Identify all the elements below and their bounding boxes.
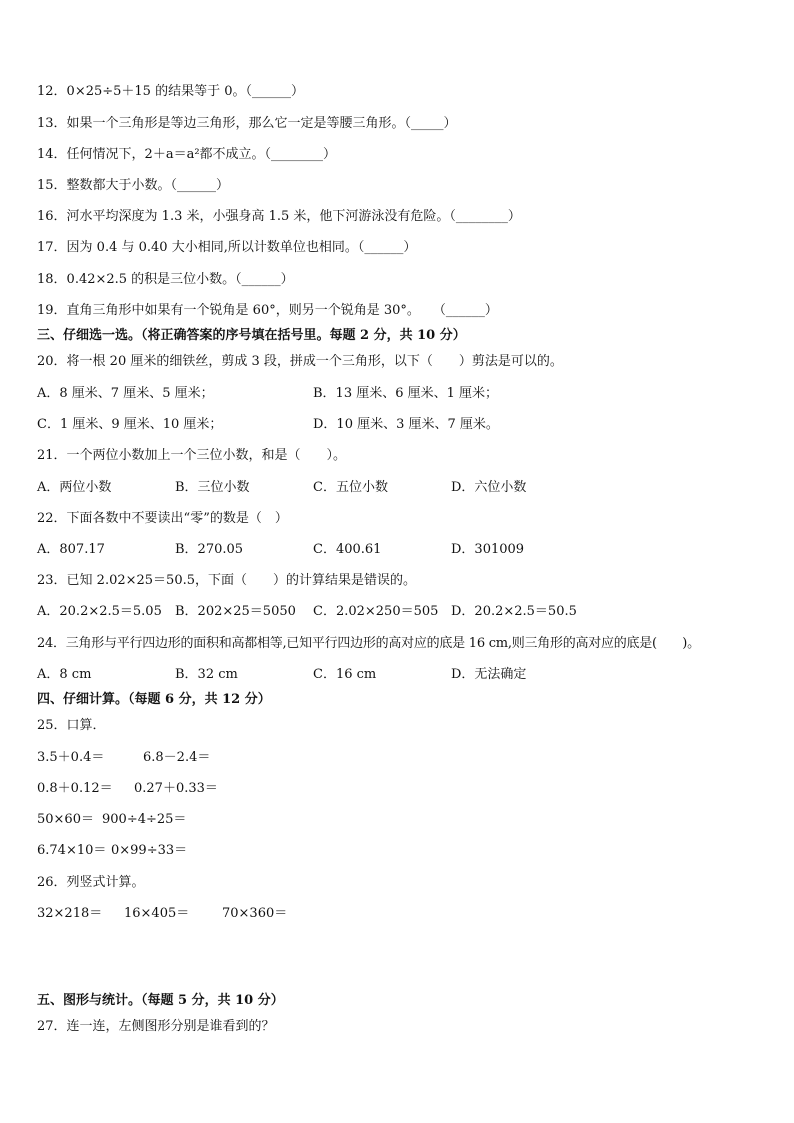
question-22-option-c: C．400.61 [313,542,382,557]
vertical-calc-item: 16×405＝ [124,906,190,921]
question-19: 19．直角三角形中如果有一个锐角是 60°，则另一个锐角是 30°。 （______） [37,303,498,318]
question-23-stem: 23．已知 2.02×25＝50.5，下面（ ）的计算结果是错误的。 [37,573,416,588]
question-23-option-a: A．20.2×2.5＝5.05 [37,604,162,619]
question-14: 14．任何情况下，2＋a＝a²都不成立。（________） [37,147,337,162]
question-24-stem: 24．三角形与平行四边形的面积和高都相等,已知平行四边形的高对应的底是 16 cm,则三角形的高对应的底是( )。 [37,636,700,651]
question-23-option-c: C．2.02×250＝505 [313,604,439,619]
question-24-option-a: A．8 cm [37,667,92,682]
question-12: 12．0×25÷5＋15 的结果等于 0。（______） [37,84,304,99]
question-20-option-c: C．1 厘米、9 厘米、10 厘米； [37,417,223,432]
question-22-stem: 22．下面各数中不要读出“零”的数是（ ） [37,511,288,526]
oral-calc-item: 6.74×10＝ [37,843,107,858]
question-17: 17．因为 0.4 与 0.40 大小相同,所以计数单位也相同。（______） [37,240,417,255]
section-3-heading: 三、仔细选一选。（将正确答案的序号填在括号里。每题 2 分，共 10 分） [37,328,466,343]
section-5-heading: 五、图形与统计。（每题 5 分，共 10 分） [37,993,284,1008]
oral-calc-item: 0.8＋0.12＝ [37,781,113,796]
question-21-option-a: A．两位小数 [37,480,112,495]
question-22-option-a: A．807.17 [37,542,105,557]
question-20-option-a: A．8 厘米、7 厘米、5 厘米； [37,386,214,401]
question-16: 16．河水平均深度为 1.3 米，小强身高 1.5 米，他下河游泳没有危险。（________） [37,209,521,224]
oral-calc-item: 900÷4÷25＝ [102,812,187,827]
question-21-option-c: C．五位小数 [313,480,388,495]
question-26-stem: 26．列竖式计算。 [37,875,145,890]
question-23-option-b: B．202×25＝5050 [175,604,296,619]
oral-calc-item: 3.5＋0.4＝ [37,750,105,765]
section-4-heading: 四、仔细计算。（每题 6 分，共 12 分） [37,692,271,707]
question-20-option-d: D．10 厘米、3 厘米、7 厘米。 [313,417,499,432]
question-15: 15．整数都大于小数。（______） [37,178,230,193]
oral-calc-item: 6.8－2.4＝ [143,750,211,765]
oral-calc-item: 0.27＋0.33＝ [134,781,218,796]
question-21-stem: 21．一个两位小数加上一个三位小数，和是（ ）。 [37,448,347,463]
question-24-option-c: C．16 cm [313,667,377,682]
question-21-option-b: B．三位小数 [175,480,250,495]
question-20-option-b: B．13 厘米、6 厘米、1 厘米； [313,386,499,401]
question-21-option-d: D．六位小数 [451,480,527,495]
oral-calc-item: 0×99÷33＝ [111,843,188,858]
question-24-option-b: B．32 cm [175,667,238,682]
question-13: 13．如果一个三角形是等边三角形，那么它一定是等腰三角形。（_____） [37,116,457,131]
question-18: 18．0.42×2.5 的积是三位小数。（______） [37,272,294,287]
question-25-stem: 25．口算． [37,718,106,733]
question-20-stem: 20．将一根 20 厘米的细铁丝，剪成 3 段，拼成一个三角形，以下（ ）剪法是可以的。 [37,354,563,369]
vertical-calc-item: 32×218＝ [37,906,103,921]
question-27-stem: 27．连一连，左侧图形分别是谁看到的？ [37,1019,275,1034]
question-22-option-b: B．270.05 [175,542,244,557]
vertical-calc-item: 70×360＝ [222,906,288,921]
question-24-option-d: D．无法确定 [451,667,527,682]
question-23-option-d: D．20.2×2.5＝50.5 [451,604,577,619]
question-22-option-d: D．301009 [451,542,525,557]
oral-calc-item: 50×60＝ [37,812,94,827]
